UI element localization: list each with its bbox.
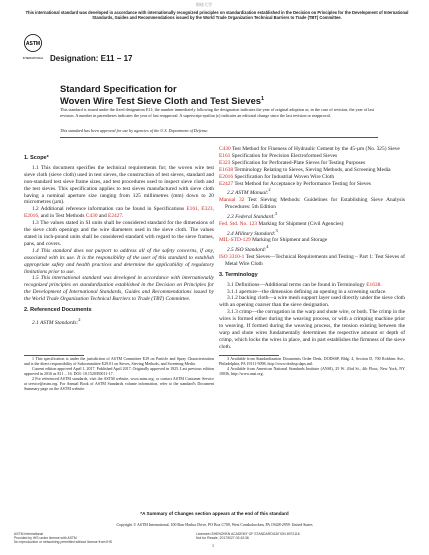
ref-item: E2427 Test Method for Acceptance by Performance Testing for Sieves [219,180,371,187]
header-divider [60,137,378,138]
section-3-heading: 3. Terminology [219,271,258,278]
ref-item-iso: ISO 3310-1 Test Sieves—Technical Requirements and Testing – Part 1: Test Sieves of Metal Wire Cloth [219,253,405,267]
license-left: ASTM International Provided by IHS under license with ASTM No reproduction or networking permitted without license from IHS [14,532,112,545]
para-2-2: 2.2 ASTM Manual:$^2$ [227,187,271,197]
para-1-2: 1.2 Additional reference information can be found in Specifications E161, E323, E2016, and in Test Methods C430 and E2427. [24,206,214,220]
footnote-1b: Current edition approved April 1, 2017. Published April 2017. Originally approved in 1925. Last previous edition approved in 2016 as E11 – 16. DOI: 10.1520/E0011-17. [24,365,214,376]
footnotes-right [219,356,405,376]
para-3-1-2: 3.1.2 backing cloth—a wire mesh support layer used directly under the sieve cloth with an opening coarser than the sieve designation. [219,295,405,309]
page-number: 1 [212,543,214,548]
para-1-5: 1.5 This international standard was developed in accordance with internationally recognized principles on standardization established in the Decision on Principles for the Development of International Standards, Guides and Recommendations issued by the World Trade Organization Technical Barriers to Trade (TBT) Committee. [24,275,214,303]
para-1-4: 1.4 This standard does not purport to address all of the safety concerns, if any, associated with its use. It is the responsibility of the user of this standard to establish appropriate safety and health practices and determine the applicability of regulatory limitations prior to use. [24,247,214,275]
svg-text:INTERNATIONAL: INTERNATIONAL [22,57,44,60]
para-2-3: 2.3 Federal Standard:$^3$ [227,210,278,220]
ref-item: C430 Test Method for Fineness of Hydraulic Cement by the 45-µm (No. 325) Sieve [219,146,400,152]
link-c430[interactable]: C430 [85,213,98,220]
section-2-heading: 2. Referenced Documents [24,307,92,314]
left-column [24,151,214,391]
dod-approval-note: This standard has been approved for use by agencies of the U.S. Department of Defense. [60,128,209,133]
title-line-2: Woven Wire Test Sieve Cloth and Test Sieves$^1$ [60,95,265,107]
ref-link[interactable]: E323 [219,159,231,166]
astm-logo [24,33,42,69]
svg-text:ASTM: ASTM [25,41,41,47]
ref-link[interactable]: ISO 3310-1 [219,253,245,260]
ref-item: E2016 Specification for Industrial Woven Wire Cloth [219,173,335,180]
ref-link[interactable]: E161 [219,152,231,159]
footnote-1: 1 This specification is under the jurisdiction of ASTM Committee E29 on Particle and Spray Characterization and is the direct responsibility of Subcommittee E29.01 on Sieves, Sieving Methods, and Screening Media. [24,355,214,366]
document-title [60,83,390,106]
summary-of-changes-note: *A Summary of Changes section appears at the end of this standard [140,511,289,516]
issuance-note: This standard is issued under the fixed designation E11; the number immediately following the designation indicates the year of original adoption or, in the case of revision, the year of last revision. A number in parentheses indicates the year of last reapproval. A superscript epsilon (ε) indicates an editorial change since the last revision or reapproval. [60,107,375,118]
ref-link[interactable]: Fed. Std. No. 123 [219,220,258,227]
para-2-1: 2.1 ASTM Standards:$^2$ [32,316,81,326]
ref-item-mil: MIL-STD-129 Marking for Shipment and Storage [219,237,328,244]
footnote-3: 3 Available from Standardization Documents Order Desk, DODSSP, Bldg. 4, Section D, 700 Robbins Ave., Philadelphia, PA 19111-5098, http://www.dodssp.daps.mil. [219,355,405,366]
title-line-1: Standard Specification for [60,83,177,94]
right-column [219,146,405,376]
footnotes-left [24,356,214,391]
ref-item-fed: Fed. Std. No. 123 Marking for Shipment (Civil Agencies) [219,220,344,227]
para-2-4: 2.4 Military Standard:$^3$ [227,227,278,237]
section-1-heading: 1. Scope* [24,155,49,161]
watermark-stamp: 郎桂大学 [196,2,212,7]
ref-item: E161 Specification for Precision Electroformed Sieves [219,152,338,159]
para-1-3: 1.3 The values stated in SI units shall be considered standard for the dimensions of the sieve cloth openings and the wire diameters used in the sieve cloth. The values stated in inch-pound units shall be considered standard with regard to the sieve frames, pans, and covers. [24,220,214,247]
ref-item: E323 Specification for Perforated-Plate Sieves for Testing Purposes [219,159,366,166]
footnote-2: 2 For referenced ASTM standards, visit the ASTM website, www.astm.org, or contact ASTM Customer Service at service@astm.org. For Annual Book of ASTM Standards volume information, refer to the standard's Document Summary page on the ASTM website. [24,375,214,391]
para-2-5: 2.5 ISO Standard:$^4$ [227,244,269,253]
ref-item-manual: Manual 32 Test Sieving Methods: Guidelines for Establishing Sieve Analysis Procedures: 5th Edition [219,197,405,211]
designation: Designation: E11 − 17 [50,54,133,63]
footnote-4: 4 Available from American National Standards Institute (ANSI), 25 W. 43rd St., 4th Floor, New York, NY 10036, http://www.ansi.org. [219,365,405,376]
link-e2427[interactable]: E2427 [108,213,123,220]
wto-notice: This international standard was developed in accordance with internationally recognized principles on standardization established in the Decision on Principles for the Development of International Standards, Guides and Recommendations issued by the World Trade Organization Technical Barriers to Trade (TBT) Committee. [25,10,409,21]
copyright-line: Copyright © ASTM International, 100 Barr Harbor Drive, PO Box C700, West Conshohocken, PA 19428-2959. United States [116,523,313,527]
license-right: Licensee=SHENZHEN ACADEMY OF STANDARDIZATION 6972116 Not for Resale, 2017/5/27 02:43:36 [196,532,300,541]
ref-link[interactable]: MIL-STD-129 [219,237,251,244]
para-3-1: 3.1 Definitions—Additional terms can be found in Terminology E1638. [227,281,382,288]
ref-link[interactable]: E2016 [219,173,234,180]
ref-link[interactable]: E1638 [219,166,234,173]
link-spec-refs[interactable]: E161, E323, E2016, [24,206,214,220]
link-e1638[interactable]: E1638 [366,281,381,288]
ref-link[interactable]: E2427 [219,180,234,187]
para-3-1-1: 3.1.1 aperture—the dimension defining an opening in a screening surface. [227,288,387,295]
para-1-1: 1.1 This document specifies the technical requirements for; the woven wire test sieve cloth (sieve cloth) used in test sieves, the construction of test sieves, standard and non-standard test sieve frame sizes, and test procedures used to inspect sieve cloth and the test sieves. This specification applies to test sieves manufactured with sieve cloth having a nominal aperture size ranging from 125 millimetres (mm) down to 20 micrometres (µm). [24,164,214,206]
ref-link[interactable]: Manual 32 [219,197,245,204]
ref-link[interactable]: C430 [219,146,231,152]
para-3-1-3: 3.1.3 crimp—the corrugation in the warp and shute wire, or both. The crimp in the wires is formed either during the weaving process, or with a crimping machine prior to weaving. If formed during the weaving process, the tension existing between the warp and shute wires fundamentally determines the respective amount or depth of crimp, which locks the wires in place, and in part establishes the firmness of the sieve cloth. [219,309,405,350]
ref-item: E1638 Terminology Relating to Sieves, Sieving Methods, and Screening Media [219,166,391,173]
